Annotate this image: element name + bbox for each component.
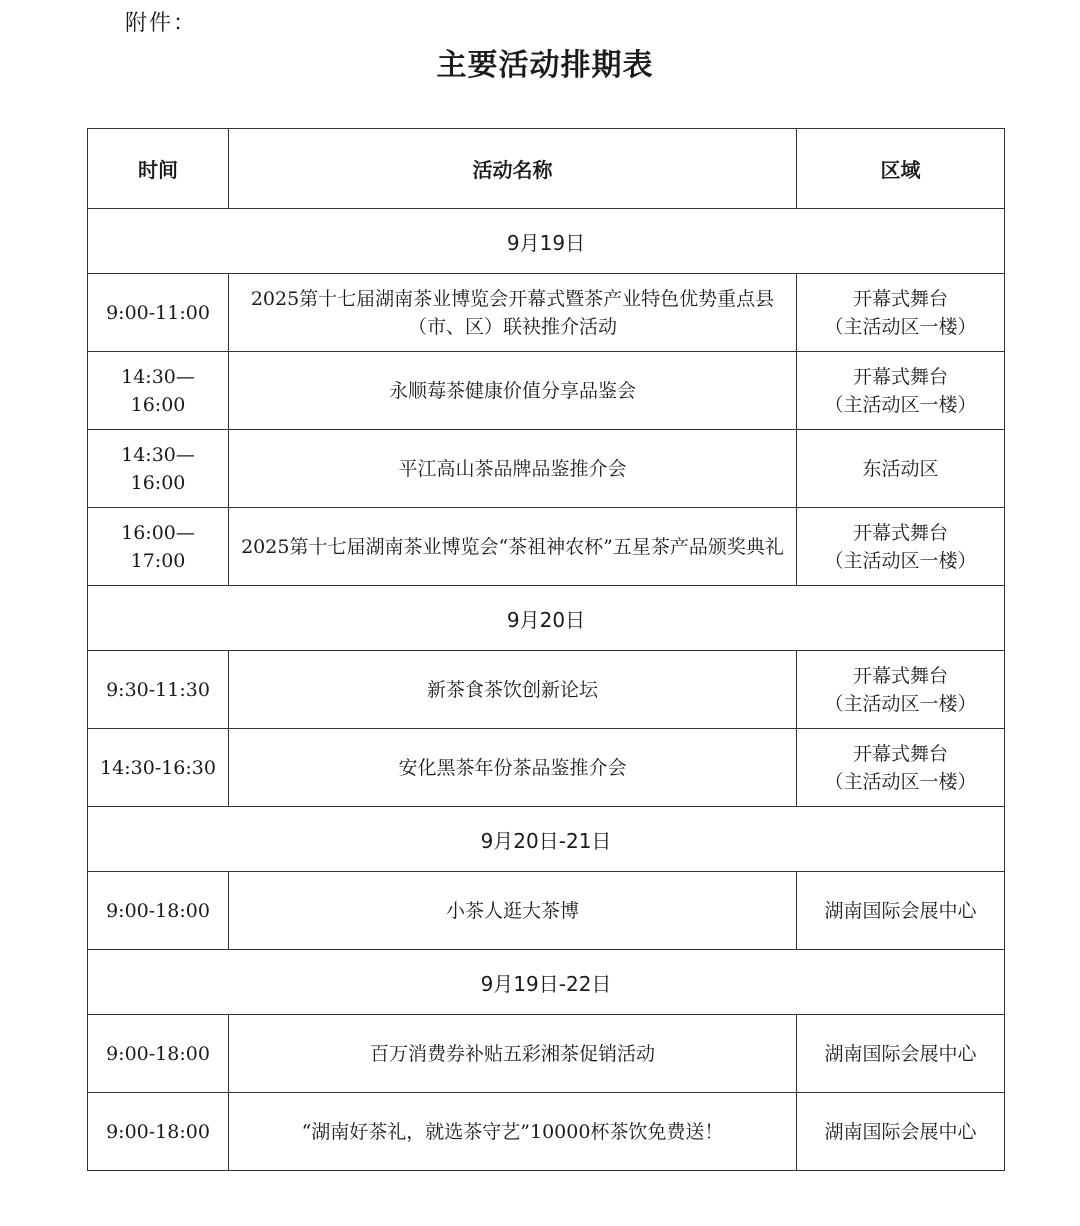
activity-name-cell: 小茶人逛大茶博 <box>229 872 797 950</box>
area-line: 湖南国际会展中心 <box>824 1042 977 1065</box>
area-line: 开幕式舞台 <box>852 664 948 687</box>
activity-name-cell: 永顺莓茶健康价值分享品鉴会 <box>229 352 797 430</box>
time-cell: 16:00—17:00 <box>88 508 229 586</box>
table-row <box>88 1015 1005 1093</box>
time-cell: 9:00-11:00 <box>88 274 229 352</box>
area-line: （主活动区一楼） <box>824 549 977 572</box>
table-row <box>88 430 1005 508</box>
area-cell <box>797 508 1005 586</box>
area-line: （主活动区一楼） <box>824 393 977 416</box>
date-row <box>88 950 1005 1015</box>
table-row <box>88 872 1005 950</box>
area-line: （主活动区一楼） <box>824 692 977 715</box>
area-cell <box>797 872 1005 950</box>
activity-name-cell: 2025第十七届湖南茶业博览会“茶祖神农杯”五星茶产品颁奖典礼 <box>229 508 797 586</box>
page-title: 主要活动排期表 <box>436 48 654 83</box>
area-line: （主活动区一楼） <box>824 315 977 338</box>
area-line: 开幕式舞台 <box>852 287 948 310</box>
time-cell: 14:30—16:00 <box>88 352 229 430</box>
area-line: （主活动区一楼） <box>824 770 977 793</box>
activity-name-cell: 平江高山茶品牌品鉴推介会 <box>229 430 797 508</box>
date-cell: 9月19日-22日 <box>88 950 1005 1015</box>
schedule-table <box>87 128 1005 1171</box>
activity-name-cell: 新茶食茶饮创新论坛 <box>229 651 797 729</box>
header-row <box>88 129 1005 209</box>
time-cell: 14:30-16:30 <box>88 729 229 807</box>
table-row <box>88 274 1005 352</box>
time-cell: 9:00-18:00 <box>88 872 229 950</box>
area-cell <box>797 1093 1005 1171</box>
date-cell: 9月20日-21日 <box>88 807 1005 872</box>
activity-name-cell: “湖南好茶礼，就选茶守艺”10000杯茶饮免费送！ <box>229 1093 797 1171</box>
date-cell: 9月20日 <box>88 586 1005 651</box>
area-cell <box>797 1015 1005 1093</box>
area-line: 湖南国际会展中心 <box>824 899 977 922</box>
time-cell: 9:00-18:00 <box>88 1015 229 1093</box>
area-line: 开幕式舞台 <box>852 521 948 544</box>
area-cell <box>797 430 1005 508</box>
activity-name-cell: 2025第十七届湖南茶业博览会开幕式暨茶产业特色优势重点县（市、区）联袂推介活动 <box>229 274 797 352</box>
activity-name-cell: 安化黑茶年份茶品鉴推介会 <box>229 729 797 807</box>
area-cell <box>797 352 1005 430</box>
date-row <box>88 807 1005 872</box>
area-line: 东活动区 <box>862 457 939 480</box>
activity-name-cell: 百万消费券补贴五彩湘茶促销活动 <box>229 1015 797 1093</box>
header-area: 区域 <box>797 129 1005 209</box>
table-row <box>88 729 1005 807</box>
table-row <box>88 651 1005 729</box>
time-cell: 9:30-11:30 <box>88 651 229 729</box>
date-cell: 9月19日 <box>88 209 1005 274</box>
area-cell <box>797 729 1005 807</box>
attachment-label: 附件： <box>125 11 198 36</box>
time-cell: 14:30—16:00 <box>88 430 229 508</box>
date-row <box>88 586 1005 651</box>
table-row <box>88 1093 1005 1171</box>
area-line: 湖南国际会展中心 <box>824 1120 977 1143</box>
date-row <box>88 209 1005 274</box>
area-line: 开幕式舞台 <box>852 365 948 388</box>
time-cell: 9:00-18:00 <box>88 1093 229 1171</box>
table-row <box>88 508 1005 586</box>
area-cell <box>797 274 1005 352</box>
header-time: 时间 <box>88 129 229 209</box>
header-activity-name: 活动名称 <box>229 129 797 209</box>
area-cell <box>797 651 1005 729</box>
area-line: 开幕式舞台 <box>852 742 948 765</box>
schedule-body <box>88 209 1005 1171</box>
table-row <box>88 352 1005 430</box>
